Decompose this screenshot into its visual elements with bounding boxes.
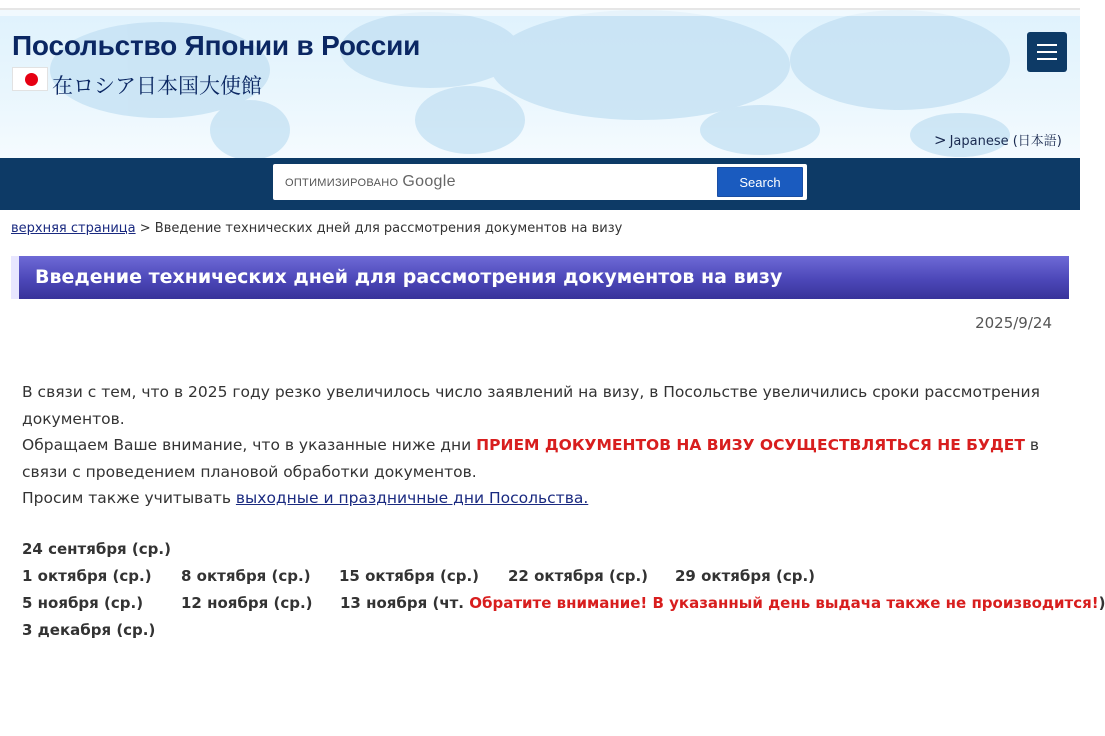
date-item: 12 ноября (ср.) <box>181 594 313 612</box>
paragraph-3: Просим также учитывать выходные и праздничные дни Посольства. <box>22 489 589 507</box>
paragraph-2: Обращаем Ваше внимание, что в указанные ниже дни ПРИЕМ ДОКУМЕНТОВ НА ВИЗУ ОСУЩЕСТВЛЯТЬСЯ НЕ БУДЕТ в связи с проведением плановой обработки документов. <box>22 436 1039 481</box>
dates-row-september <box>22 540 1062 567</box>
menu-icon <box>1037 44 1057 46</box>
holidays-link[interactable]: выходные и праздничные дни Посольства. <box>235 489 589 507</box>
search-button[interactable]: Search <box>717 167 803 197</box>
breadcrumb-current: Введение технических дней для рассмотрения документов на визу <box>154 221 623 236</box>
site-subtitle[interactable]: 在ロシア日本国大使館 <box>52 74 262 98</box>
warning-text: ПРИЕМ ДОКУМЕНТОВ НА ВИЗУ ОСУЩЕСТВЛЯТЬСЯ НЕ БУДЕТ <box>476 436 1025 454</box>
search-box <box>273 164 807 200</box>
search-bar <box>0 158 1080 210</box>
site-header <box>0 10 1080 158</box>
article-body <box>22 379 1052 512</box>
page-heading-bar <box>11 256 1069 299</box>
breadcrumb-separator: > <box>139 221 151 236</box>
date-item: 5 ноября (ср.) <box>22 594 144 612</box>
page-title: Введение технических дней для рассмотрения документов на визу <box>35 266 783 288</box>
dates-row-december <box>22 621 1062 648</box>
date-item: 24 сентября (ср.) <box>22 540 171 558</box>
breadcrumb <box>11 221 622 236</box>
breadcrumb-home-link[interactable]: верхняя страница <box>11 221 136 236</box>
publication-date: 2025/9/24 <box>975 314 1052 332</box>
japan-flag-icon <box>12 67 48 91</box>
dates-row-november <box>22 594 1105 621</box>
google-logo: Google <box>402 173 456 190</box>
hamburger-menu-button[interactable] <box>1027 32 1067 72</box>
special-date-note: Обратите внимание! В указанный день выдача также не производится! <box>469 594 1099 612</box>
language-switch-link[interactable] <box>934 130 1062 149</box>
powered-by-label: ОПТИМИЗИРОВАНО <box>285 177 399 189</box>
language-link-label[interactable]: Japanese (日本語) <box>949 134 1062 149</box>
date-item: 8 октября (ср.) <box>181 567 311 585</box>
paragraph-1: В связи с тем, что в 2025 году резко увеличилось число заявлений на визу, в Посольстве увеличились сроки рассмотрения документов. <box>22 383 1040 428</box>
google-branding <box>285 173 456 191</box>
dates-row-october <box>22 567 1062 594</box>
chevron-right-icon: > <box>934 131 947 149</box>
date-item: 22 октября (ср.) <box>508 567 649 585</box>
site-title[interactable]: Посольство Японии в России <box>12 30 421 61</box>
date-item: 3 декабря (ср.) <box>22 621 156 639</box>
date-item: 1 октября (ср.) <box>22 567 152 585</box>
date-item-special: 13 ноября (чт. Обратите внимание! В указанный день выдача также не производится!) <box>340 594 1105 612</box>
closed-dates-list <box>22 540 1105 648</box>
date-item: 15 октября (ср.) <box>339 567 480 585</box>
date-item: 29 октября (ср.) <box>675 567 816 585</box>
top-strip <box>0 0 1080 10</box>
